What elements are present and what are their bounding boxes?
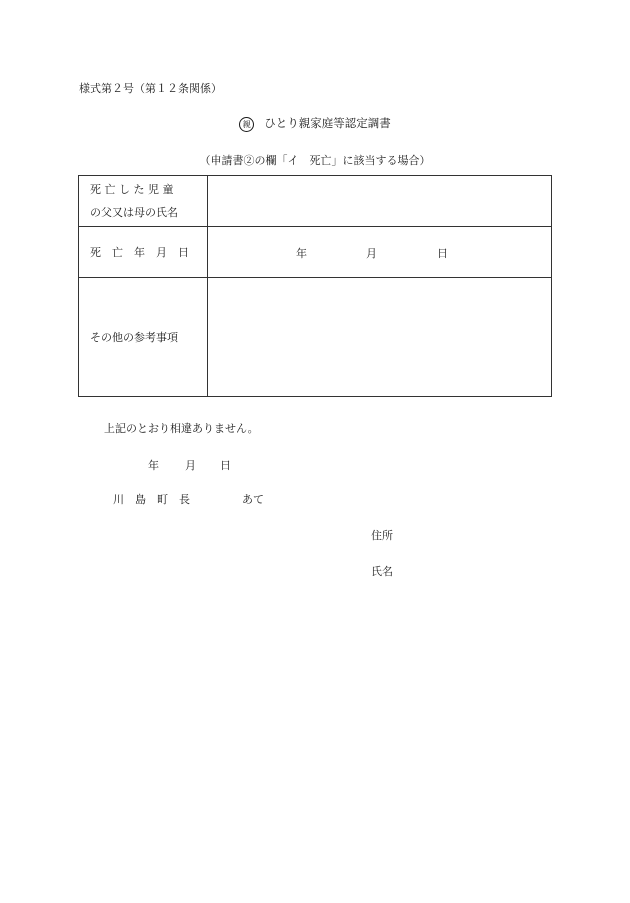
- deceased-parent-name-field[interactable]: [208, 176, 552, 227]
- submission-month-unit: 月: [185, 459, 196, 472]
- parent-circle-mark: 親: [239, 117, 254, 132]
- other-notes-label: その他の参考事項: [79, 278, 208, 397]
- document-title: [0, 115, 630, 132]
- table-row: [79, 227, 552, 278]
- deceased-parent-name-label: [79, 176, 208, 227]
- addressee-suffix: あて: [242, 493, 264, 506]
- death-year-unit: 年: [296, 247, 307, 260]
- declaration-statement: 上記のとおり相違ありません。: [104, 422, 259, 435]
- death-month-unit: 月: [366, 247, 377, 260]
- date-of-death-field[interactable]: [208, 227, 552, 278]
- applicant-name-label: 氏名: [371, 565, 393, 578]
- submission-day-unit: 日: [220, 459, 231, 472]
- label-line: 死 亡 し た 児 童: [90, 183, 174, 196]
- table-row: [79, 278, 552, 397]
- certification-table: [78, 175, 552, 397]
- submission-year-unit: 年: [148, 459, 159, 472]
- other-notes-field[interactable]: [208, 278, 552, 397]
- addressee-name: 川 島 町 長: [113, 493, 190, 506]
- form-number: 様式第２号（第１２条関係）: [79, 82, 222, 95]
- document-subtitle: （申請書②の欄「イ 死亡」に該当する場合）: [199, 154, 431, 167]
- date-of-death-label: 死 亡 年 月 日: [79, 227, 208, 278]
- death-day-unit: 日: [437, 247, 448, 260]
- document-title-text: ひとり親家庭等認定調書: [264, 116, 391, 130]
- table-row: [79, 176, 552, 227]
- label-line: の父又は母の氏名: [90, 206, 178, 219]
- applicant-address-label: 住所: [371, 529, 393, 542]
